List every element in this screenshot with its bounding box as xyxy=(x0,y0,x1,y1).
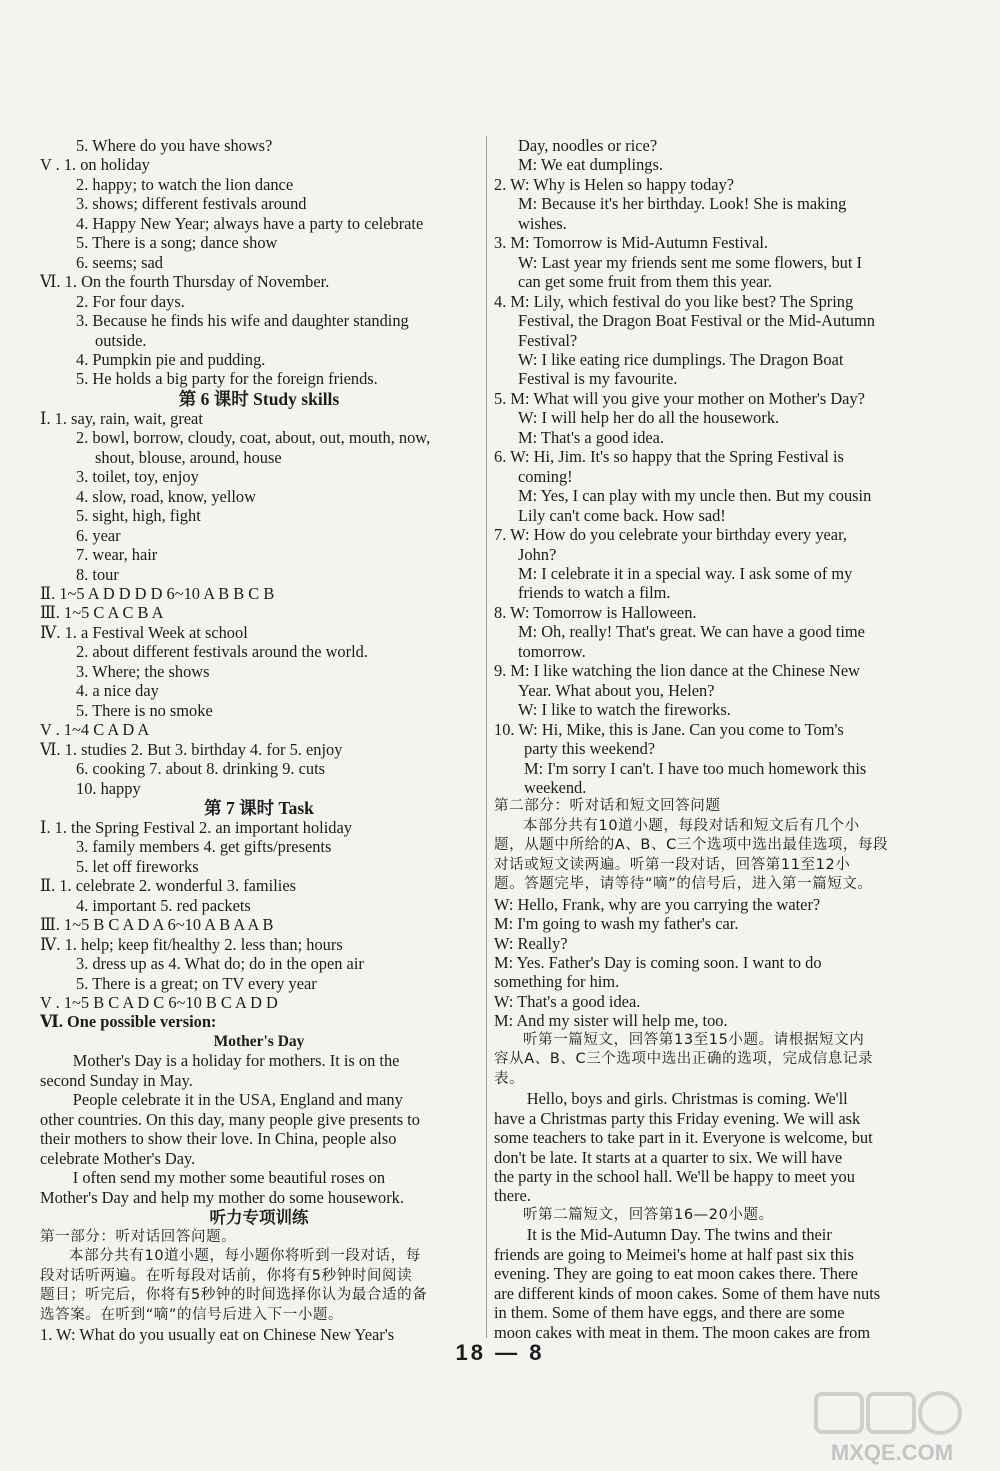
left-text-line: Ⅵ. One possible version: xyxy=(40,1012,217,1032)
right-text-line: some teachers to take part in it. Everyone is welcome, but xyxy=(494,1128,873,1148)
left-text-line: 第一部分：听对话回答问题。 xyxy=(40,1229,237,1246)
left-text-line: 3. Because he finds his wife and daughter standing xyxy=(76,311,409,331)
right-text-line: 7. W: How do you celebrate your birthday every year, xyxy=(494,525,847,545)
right-text-line: John? xyxy=(518,544,557,564)
right-text-line: evening. They are going to eat moon cakes there. There xyxy=(494,1264,858,1284)
left-column xyxy=(40,136,478,1345)
right-text-line: M: I'm sorry I can't. I have too much homework this xyxy=(524,758,867,778)
right-text-line: M: That's a good idea. xyxy=(518,427,665,447)
right-text-line: M: Because it's her birthday. Look! She is making xyxy=(518,194,847,214)
right-text-line: 容从A、B、C三个选项中选出正确的选项，完成信息记录 xyxy=(494,1051,874,1068)
left-text-line: 选答案。在听到“嘀”的信号后进入下一小题。 xyxy=(40,1306,344,1323)
left-text-line: Ⅲ. 1~5 C A C B A xyxy=(40,603,164,623)
left-text-line: Mother's Day and help my mother do some housework. xyxy=(40,1187,404,1207)
right-text-line: M: I'm going to wash my father's car. xyxy=(494,914,739,934)
left-text-line: People celebrate it in the USA, England and many xyxy=(72,1090,403,1110)
right-text-line: 4. M: Lily, which festival do you like best? The Spring xyxy=(494,291,854,311)
left-text-line: V . 1. on holiday xyxy=(40,155,150,175)
left-text-line: 3. toilet, toy, enjoy xyxy=(76,467,199,487)
left-text-line: 第 6 课时 Study skills xyxy=(178,388,340,409)
left-text-line: 4. important 5. red packets xyxy=(76,895,251,915)
right-text-line: Year. What about you, Helen? xyxy=(518,680,715,700)
right-text-line: M: I celebrate it in a special way. I ask some of my xyxy=(518,563,853,583)
column-divider xyxy=(486,136,487,1338)
right-text-line: Festival is my favourite. xyxy=(518,369,678,389)
right-text-line: 5. M: What will you give your mother on Mother's Day? xyxy=(494,388,865,408)
left-text-line: Ⅱ. 1~5 A D D D D 6~10 A B B C B xyxy=(40,583,275,603)
left-text-line: celebrate Mother's Day. xyxy=(40,1148,196,1168)
left-text-line: Ⅲ. 1~5 B C A D A 6~10 A B A A B xyxy=(40,915,274,935)
left-text-line: V . 1~5 B C A D C 6~10 B C A D D xyxy=(40,993,278,1013)
right-text-line: 听第二篇短文，回答第16—20小题。 xyxy=(523,1206,774,1223)
left-text-line: Ⅵ. 1. studies 2. But 3. birthday 4. for 5. enjoy xyxy=(40,739,343,759)
left-text-line: Mother's Day xyxy=(213,1032,305,1050)
right-text-line: tomorrow. xyxy=(518,641,586,661)
right-text-line: moon cakes with meat in them. The moon cakes are from xyxy=(494,1322,871,1342)
left-text-line: 本部分共有10道小题，每小题你将听到一段对话，每 xyxy=(69,1248,421,1265)
left-text-line: 6. year xyxy=(76,525,121,545)
left-text-line: 3. shows; different festivals around xyxy=(76,194,307,214)
right-text-line: M: And my sister will help me, too. xyxy=(494,1011,728,1031)
left-text-line: 3. dress up as 4. What do; do in the open air xyxy=(76,954,364,974)
right-text-line: 本部分共有10道小题，每段对话和短文后有几个小 xyxy=(523,817,860,834)
right-text-line: 6. W: Hi, Jim. It's so happy that the Spring Festival is xyxy=(494,447,844,467)
left-text-line: Ⅳ. 1. help; keep fit/healthy 2. less than; hours xyxy=(40,934,343,954)
right-text-line: 题，从题中所给的A、B、C三个选项中选出最佳选项，每段 xyxy=(494,837,889,854)
right-text-line: coming! xyxy=(518,466,573,486)
left-text-line: 4. Pumpkin pie and pudding. xyxy=(76,349,266,369)
left-text-line: other countries. On this day, many people give presents to xyxy=(40,1109,420,1129)
right-text-line: 听第一篇短文，回答第13至15小题。请根据短文内 xyxy=(523,1031,865,1048)
right-text-line: weekend. xyxy=(524,777,587,797)
left-text-line: Mother's Day is a holiday for mothers. It is on the xyxy=(72,1051,400,1071)
left-text-line: 3. family members 4. get gifts/presents xyxy=(76,837,332,857)
right-text-line: friends to watch a film. xyxy=(518,583,671,603)
right-column xyxy=(494,136,932,1342)
left-text-line: 2. bowl, borrow, cloudy, coat, about, out, mouth, now, xyxy=(76,428,431,448)
right-text-line: have a Christmas party this Friday evening. We will ask xyxy=(494,1108,861,1128)
left-text-line: Ⅵ. 1. On the fourth Thursday of November. xyxy=(40,272,330,292)
left-text-line: 5. He holds a big party for the foreign friends. xyxy=(76,369,378,389)
right-text-line: 第二部分：听对话和短文回答问题 xyxy=(494,798,721,815)
right-text-line: 8. W: Tomorrow is Halloween. xyxy=(494,602,697,622)
right-text-line: W: That's a good idea. xyxy=(494,991,641,1011)
left-text-line: 4. slow, road, know, yellow xyxy=(76,486,256,506)
right-text-line: Lily can't come back. How sad! xyxy=(518,505,726,525)
right-text-line: Day, noodles or rice? xyxy=(518,136,658,155)
right-text-line: Festival? xyxy=(518,330,578,350)
page-number: 18 — 8 xyxy=(455,1340,545,1365)
left-text-line: 1. W: What do you usually eat on Chinese New Year's xyxy=(40,1325,395,1345)
right-text-line: 3. M: Tomorrow is Mid-Autumn Festival. xyxy=(494,233,769,253)
right-text-line: 2. W: Why is Helen so happy today? xyxy=(494,174,735,194)
left-text-line: Ⅳ. 1. a Festival Week at school xyxy=(40,622,248,642)
left-text-line: 5. sight, high, fight xyxy=(76,506,201,526)
right-text-line: M: Oh, really! That's great. We can have a good time xyxy=(518,622,865,642)
right-text-line: M: Yes. Father's Day is coming soon. I want to do xyxy=(494,953,822,973)
left-text-line: 2. about different festivals around the world. xyxy=(76,642,368,662)
left-text-line: 段对话听两遍。在听每段对话前，你将有5秒钟时间阅读 xyxy=(40,1267,413,1284)
left-text-line: 5. There is a great; on TV every year xyxy=(76,973,317,993)
left-text-line: their mothers to show their love. In China, people also xyxy=(40,1129,397,1149)
right-text-line: W: Hello, Frank, why are you carrying the water? xyxy=(494,894,821,914)
right-text-line: party this weekend? xyxy=(524,739,656,759)
left-text-line: 10. happy xyxy=(76,778,141,798)
left-text-line: 4. Happy New Year; always have a party to celebrate xyxy=(76,213,424,233)
left-text-line: shout, blouse, around, house xyxy=(95,447,282,467)
right-text-line: W: I will help her do all the housework. xyxy=(518,408,780,428)
right-text-line: wishes. xyxy=(518,213,567,233)
left-text-line: 5. let off fireworks xyxy=(76,856,199,876)
left-text-line: 4. a nice day xyxy=(76,681,159,701)
right-text-line: It is the Mid-Autumn Day. The twins and their xyxy=(526,1225,832,1245)
left-text-line: Ⅰ. 1. the Spring Festival 2. an important holiday xyxy=(40,817,352,837)
left-text-line: 2. happy; to watch the lion dance xyxy=(76,174,294,194)
left-text-line: 第 7 课时 Task xyxy=(204,797,314,818)
left-text-line: I often send my mother some beautiful roses on xyxy=(72,1168,386,1188)
right-text-line: something for him. xyxy=(494,972,620,992)
right-text-line: W: I like eating rice dumplings. The Dragon Boat xyxy=(518,349,844,369)
right-text-line: don't be late. It starts at a quarter to six. We will have xyxy=(494,1147,843,1167)
right-text-line: in them. Some of them have eggs, and there are some xyxy=(494,1303,845,1323)
left-text-line: 听力专项训练 xyxy=(209,1208,309,1228)
right-text-line: W: I like to watch the fireworks. xyxy=(518,700,731,720)
left-text-line: 7. wear, hair xyxy=(76,545,158,565)
left-text-line: Ⅱ. 1. celebrate 2. wonderful 3. families xyxy=(40,876,296,896)
right-text-line: 对话或短文读两遍。听第一段对话，回答第11至12小 xyxy=(494,856,851,873)
left-text-line: Ⅰ. 1. say, rain, wait, great xyxy=(40,408,203,428)
left-text-line: outside. xyxy=(95,330,147,350)
watermark-logo xyxy=(812,1388,972,1468)
right-text-line: friends are going to Meimei's home at half past six this xyxy=(494,1244,854,1264)
right-text-line: M: We eat dumplings. xyxy=(518,155,663,175)
right-text-line: 表。 xyxy=(494,1070,525,1087)
right-text-line: Hello, boys and girls. Christmas is coming. We'll xyxy=(526,1089,848,1109)
left-text-line: 5. There is no smoke xyxy=(76,700,213,720)
left-text-line: 6. seems; sad xyxy=(76,252,163,272)
right-text-line: 9. M: I like watching the lion dance at the Chinese New xyxy=(494,661,860,681)
right-text-line: Festival, the Dragon Boat Festival or the Mid-Autumn xyxy=(518,311,875,331)
right-text-line: M: Yes, I can play with my uncle then. But my cousin xyxy=(518,486,872,506)
left-text-line: 6. cooking 7. about 8. drinking 9. cuts xyxy=(76,759,326,779)
right-text-line: there. xyxy=(494,1186,531,1206)
right-text-line: the party in the school hall. We'll be happy to meet you xyxy=(494,1167,855,1187)
left-text-line: 8. tour xyxy=(76,564,119,584)
right-text-line: 题。答题完毕，请等待“嘀”的信号后，进入第一篇短文。 xyxy=(494,876,873,893)
right-text-line: are different kinds of moon cakes. Some of them have nuts xyxy=(494,1283,881,1303)
left-text-line: 5. There is a song; dance show xyxy=(76,233,278,253)
right-text-line: W: Really? xyxy=(494,933,568,953)
watermark-site: MXQE.COM xyxy=(830,1440,954,1465)
left-text-line: V . 1~4 C A D A xyxy=(40,720,150,740)
left-text-line: 题目；听完后，你将有5秒钟的时间选择你认为最合适的备 xyxy=(40,1287,428,1304)
left-text-line: 5. Where do you have shows? xyxy=(76,136,273,155)
left-text-line: 3. Where; the shows xyxy=(76,661,210,681)
right-text-line: 10. W: Hi, Mike, this is Jane. Can you come to Tom's xyxy=(494,719,844,739)
right-text-line: W: Last year my friends sent me some flowers, but I xyxy=(518,252,862,272)
left-text-line: 2. For four days. xyxy=(76,291,185,311)
left-text-line: second Sunday in May. xyxy=(40,1070,193,1090)
right-text-line: can get some fruit from them this year. xyxy=(518,272,772,292)
